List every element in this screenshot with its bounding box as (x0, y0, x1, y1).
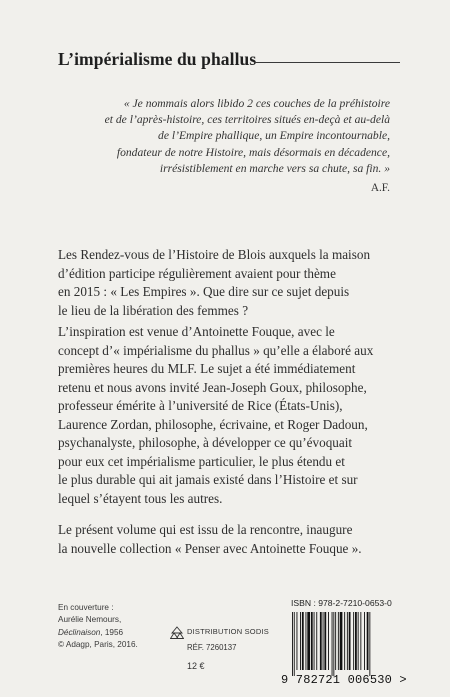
text-line: pour eux cet impérialisme particulier, le plus étendu et (58, 453, 345, 469)
epigraph-quote (70, 96, 390, 177)
quote-line: de l’Empire phallique, un Empire incontournable, (158, 129, 390, 143)
quote-line: « Je nommais alors libido 2 ces couches de la préhistoire (123, 97, 390, 110)
quote-line: fondateur de notre Histoire, mais désormais en décadence, (116, 145, 390, 159)
book-title: L’impérialisme du phallus (58, 49, 257, 69)
artwork-title: Déclinaison (58, 627, 101, 637)
text-line: le lieu de la libération des femmes ? (58, 302, 249, 318)
cover-credits (58, 602, 178, 651)
text-line: professeur émérite à l’université de Rice (États-Unis), (58, 398, 343, 413)
title-rule (254, 62, 400, 63)
text-line: premières heures du MLF. Le sujet a été immédiatement (58, 361, 356, 376)
text-line: Les Rendez-vous de l’Histoire de Blois auxquels la maison (58, 247, 371, 262)
isbn: ISBN : 978-2-7210-0653-0 (291, 598, 392, 608)
blurb-paragraph-1 (58, 246, 396, 320)
blurb (58, 246, 396, 558)
text-line: le plus durable qui ait jamais existé dans l’Histoire et sur (58, 472, 358, 487)
credit-line: Aurélie Nemours, (58, 615, 122, 625)
credit-line (58, 627, 178, 639)
text-line: en 2015 : « Les Empires ». Que dire sur ce sujet depuis (58, 284, 350, 299)
text-line: L’inspiration est venue d’Antoinette Fouque, avec le (58, 324, 335, 339)
quote-line: et de l’après-histoire, ces territoires situés en-deçà et au-delà (104, 113, 390, 127)
text-line: concept d’« impérialisme du phallus » qu’elle a élaboré aux (58, 342, 374, 358)
ean-digits: 9 782721 006530 > (281, 673, 407, 687)
stacked-triangles-icon (170, 626, 184, 640)
text-line: psychanalyste, philosophe, à développer ce qu’évoquait (58, 435, 353, 450)
blurb-paragraph-3 (58, 521, 396, 558)
text-line: lequel s’étayent tous les autres. (58, 490, 223, 506)
barcode (290, 612, 392, 676)
text-line: la nouvelle collection « Penser avec Antoinette Fouque ». (58, 540, 362, 556)
distributor-name: DISTRIBUTION SODIS (187, 627, 269, 636)
credit-line: En couverture : (58, 603, 114, 612)
artwork-year: , 1956 (100, 627, 124, 637)
text-line: d’édition participe régulièrement avaient pour thème (58, 265, 336, 281)
quote-author: A.F. (370, 182, 390, 194)
blurb-paragraph-2 (58, 323, 396, 508)
title-row (58, 49, 398, 71)
quote-line: irrésistiblement en marche vers sa chute, sa fin. » (159, 161, 390, 175)
text-line: retenu et nous avons invité Jean-Joseph Goux, philosophe, (58, 379, 367, 395)
text-line: Le présent volume qui est issu de la rencontre, inaugure (58, 522, 353, 537)
price: 12 € (187, 661, 205, 671)
barcode-block (281, 598, 405, 693)
reference-number: RÉF. 7260137 (187, 643, 237, 652)
credit-line: © Adagp, Paris, 2016. (58, 639, 138, 649)
text-line: Laurence Zordan, philosophe, écrivaine, et Roger Dadoun, (58, 416, 368, 432)
